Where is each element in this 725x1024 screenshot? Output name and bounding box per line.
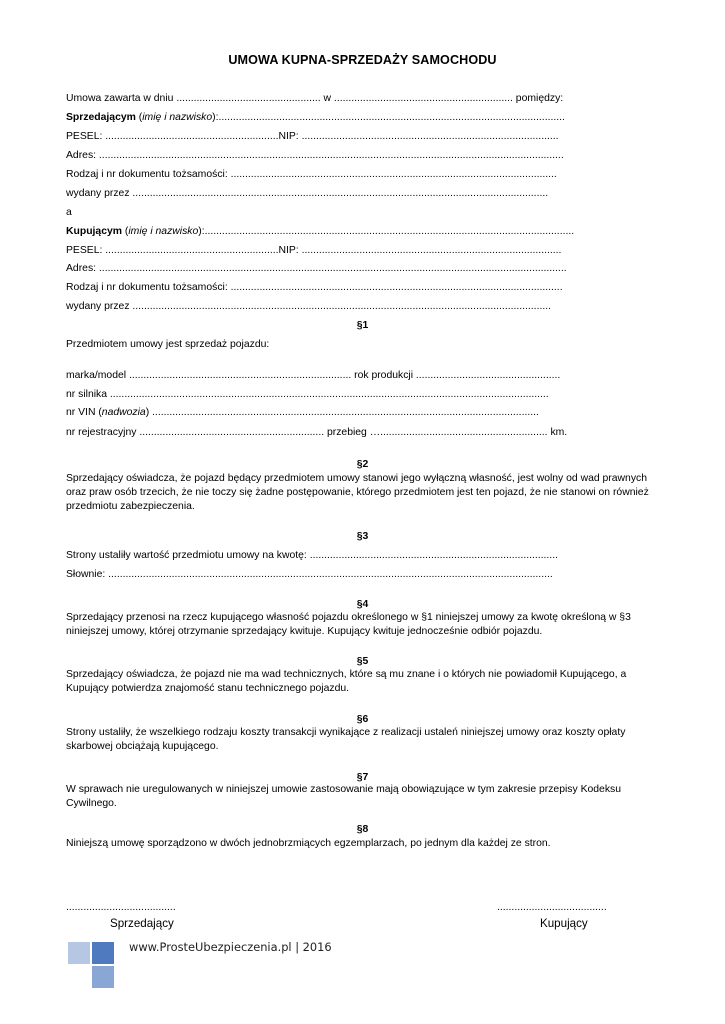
section-2-heading: §2 — [356, 459, 369, 470]
seller-id-line: Rodzaj i nr dokumentu tożsamości: ................................................................................................................. — [66, 169, 557, 180]
vehicle-engine-line: nr silnika ........................................................................................................................................................ — [66, 389, 549, 400]
buyer-hint-close: ): — [198, 226, 205, 237]
intro-dots: .................................................. w .............................................................. — [176, 93, 513, 104]
vin-hint: nadwozia — [101, 407, 146, 418]
seller-hint-open: ( — [135, 112, 143, 123]
section-4-heading: §4 — [356, 599, 369, 610]
seller-hint: imię i nazwisko — [142, 112, 213, 123]
brand-logo-icon — [66, 940, 116, 990]
section-8-text: Niniejszą umowę sporządzono w dwóch jednobrzmiących egzemplarzach, po jednym dla każdej ze stron. — [66, 838, 551, 849]
section-8-heading: §8 — [356, 824, 369, 835]
section-5-heading: §5 — [356, 656, 369, 667]
logo-square-bottom-right — [92, 966, 114, 988]
seller-issued-line: wydany przez ................................................................................................................................................ — [66, 188, 549, 199]
section-6-heading: §6 — [356, 714, 369, 725]
document-title: UMOWA KUPNA-SPRZEDAŻY SAMOCHODU — [228, 53, 497, 67]
seller-address-line: Adres: ................................................................................................................................................................. — [66, 150, 564, 161]
seller-signature-line: ...................................... — [66, 902, 176, 913]
intro-prefix: Umowa zawarta w dniu — [66, 93, 177, 104]
buyer-address-line: Adres: .................................................................................................................................................................. — [66, 263, 567, 274]
vin-suffix: ) ...................................................................................................................................... — [145, 407, 539, 418]
footer-text: www.ProsteUbezpieczenia.pl | 2016 — [129, 940, 332, 954]
seller-name-dots: ........................................................................................................................ — [218, 112, 565, 123]
section-7-text: W sprawach nie uregulowanych w niniejszej umowie zastosowanie mają obowiązujące w tym zakresie przepisy Kodeksu Cywilnego. — [66, 784, 622, 810]
section-1-text: Przedmiotem umowy jest sprzedaż pojazdu: — [66, 339, 270, 350]
seller-hint-close: ): — [212, 112, 219, 123]
buyer-id-line: Rodzaj i nr dokumentu tożsamości: ................................................................................................................... — [66, 282, 563, 293]
section-3-heading: §3 — [356, 531, 369, 542]
section-2-text: Sprzedający oświadcza, że pojazd będący przedmiotem umowy stanowi jego wyłączną własność, jest wolny od wad prawnych oraz praw osób trzecich, że nie toczy się żadne postępowanie, którego przedmiotem jest ten pojazd, że nie stanowi on również przedmiotu zabezpieczenia. — [66, 473, 649, 513]
buyer-issued-line: wydany przez ................................................................................................................................................. — [66, 301, 552, 312]
vehicle-registration-line: nr rejestracyjny ................................................................ przebieg ….......................................................... km. — [66, 427, 568, 438]
section-6-text: Strony ustaliły, że wszelkiego rodzaju koszty transakcji wynikające z realizacji ustaleń niniejszej umowy oraz koszty opłaty skarbowej obciążają kupującego. — [66, 727, 626, 753]
section-4-text: Sprzedający przenosi na rzecz kupującego własność pojazdu określonego w §1 niniejszej umowy za kwotę określoną w §3 niniejszej umowy, której otrzymanie sprzedający kwituje. Kupujący kwituje jednocześnie odbiór pojazdu. — [66, 612, 631, 638]
buyer-pesel-line: PESEL: ............................................................NIP: .......................................................................................... — [66, 245, 562, 256]
buyer-name-line — [66, 225, 574, 238]
vehicle-make-line: marka/model ............................................................................. rok produkcji .................................................. — [66, 370, 561, 381]
seller-label: Sprzedającym — [66, 112, 136, 123]
and-word: a — [66, 207, 72, 218]
buyer-name-dots: ................................................................................................................................ — [204, 226, 575, 237]
buyer-label: Kupującym — [66, 226, 123, 237]
seller-name-line — [66, 111, 565, 124]
section-7-heading: §7 — [356, 772, 369, 783]
section-5-text: Sprzedający oświadcza, że pojazd nie ma wad technicznych, które są mu znane i o których nie powiadomił Kupującego, a Kupujący potwierdza znajomość stanu technicznego pojazdu. — [66, 669, 627, 695]
seller-signature-label: Sprzedający — [110, 917, 174, 930]
logo-square-bottom-left — [68, 966, 90, 988]
logo-square-top-right — [92, 942, 114, 964]
intro-suffix: pomiędzy: — [512, 93, 564, 104]
buyer-signature-label: Kupujący — [540, 917, 588, 930]
price-words-line: Słownie: .......................................................................................................................................................... — [66, 569, 553, 580]
section-1-heading: §1 — [356, 320, 369, 331]
vin-prefix: nr VIN ( — [66, 407, 102, 418]
buyer-hint-open: ( — [122, 226, 129, 237]
logo-square-top-left — [68, 942, 90, 964]
intro-line — [66, 92, 563, 105]
price-amount-line: Strony ustaliły wartość przedmiotu umowy na kwotę: ...................................................................................... — [66, 550, 558, 561]
vehicle-vin-line — [66, 406, 539, 419]
buyer-hint: imię i nazwisko — [128, 226, 199, 237]
buyer-signature-line: ...................................... — [497, 902, 607, 913]
seller-pesel-line: PESEL: ............................................................NIP: ......................................................................................... — [66, 131, 559, 142]
